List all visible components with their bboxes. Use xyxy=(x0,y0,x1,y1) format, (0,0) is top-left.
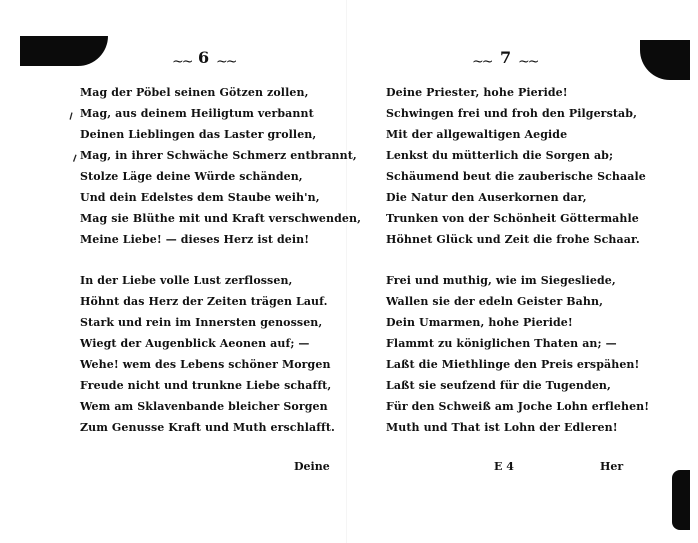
page-header xyxy=(80,48,340,76)
stanza xyxy=(386,82,646,250)
poem-line: Wallen sie der edeln Geister Bahn, xyxy=(386,295,604,308)
ornament-right: ~~ xyxy=(216,54,236,70)
ornament-left: ~~ xyxy=(472,54,492,70)
poem-line: Mag sie Blüthe mit und Kraft verschwenden, xyxy=(80,212,362,225)
catchword: Her xyxy=(600,460,624,473)
poem-line: Lenkst du mütterlich die Sorgen ab; xyxy=(386,149,614,162)
poem-line: Mag der Pöbel seinen Götzen zollen, xyxy=(80,86,309,99)
poem-line: Zum Genusse Kraft und Muth erschlafft. xyxy=(80,421,335,434)
handwritten-margin-mark: ⸝ xyxy=(67,147,81,165)
poem-line: Höhnt das Herz der Zeiten trägen Lauf. xyxy=(80,295,328,308)
page-number: 6 xyxy=(198,48,210,67)
stanza xyxy=(80,270,340,438)
poem-line: In der Liebe volle Lust zerflossen, xyxy=(80,274,293,287)
stanza xyxy=(386,270,650,438)
poem-line: Mag, aus deinem Heiligtum verbannt xyxy=(80,107,314,120)
poem-line: Stolze Läge deine Würde schänden, xyxy=(80,170,303,183)
poem-line: Deine Priester, hohe Pieride! xyxy=(386,86,568,99)
poem-line: Höhnet Glück und Zeit die frohe Schaar. xyxy=(386,233,640,246)
poem-line: Die Natur den Auserkornen dar, xyxy=(386,191,587,204)
poem-line: Frei und muthig, wie im Siegesliede, xyxy=(386,274,616,287)
poem-line: Laßt sie seufzend für die Tugenden, xyxy=(386,379,611,392)
poem-line: Laßt die Miethlinge den Preis erspähen! xyxy=(386,358,640,371)
handwritten-margin-mark: ⸝ xyxy=(62,105,77,123)
poem-line: Mag, in ihrer Schwäche Schmerz entbrannt, xyxy=(80,149,357,162)
ornament-right: ~~ xyxy=(518,54,538,70)
poem-line: Mit der allgewaltigen Aegide xyxy=(386,128,568,141)
ornament-left: ~~ xyxy=(172,54,192,70)
book-spine xyxy=(346,0,347,543)
page-number: 7 xyxy=(500,48,512,67)
poem-line: Schwingen frei und froh den Pilgerstab, xyxy=(386,107,637,120)
right-page xyxy=(386,48,650,438)
poem-line: Wehe! wem des Lebens schöner Morgen xyxy=(80,358,331,371)
poem-line: Für den Schweiß am Joche Lohn erflehen! xyxy=(386,400,650,413)
poem-line: Meine Liebe! — dieses Herz ist dein! xyxy=(80,233,310,246)
page-header xyxy=(386,48,646,76)
catchword: Deine xyxy=(294,460,330,473)
poem-line: Deinen Lieblingen das Laster grollen, xyxy=(80,128,317,141)
poem-line: Stark und rein im Innersten genossen, xyxy=(80,316,323,329)
signature-mark: E 4 xyxy=(494,460,514,473)
poem-line: Dein Umarmen, hohe Pieride! xyxy=(386,316,573,329)
stanza xyxy=(80,82,362,250)
poem-line: Und dein Edelstes dem Staube weih'n, xyxy=(80,191,320,204)
poem-line: Wiegt der Augenblick Aeonen auf; — xyxy=(80,337,310,350)
poem-line: Freude nicht und trunkne Liebe schafft, xyxy=(80,379,332,392)
left-page xyxy=(80,48,362,438)
poem-line: Flammt zu königlichen Thaten an; — xyxy=(386,337,617,350)
poem-line: Trunken von der Schönheit Göttermahle xyxy=(386,212,639,225)
scan-blot-top-right xyxy=(640,40,690,80)
poem-line: Schäumend beut die zauberische Schaale xyxy=(386,170,646,183)
scan-blot-bottom-right xyxy=(672,470,690,530)
poem-line: Wem am Sklavenbande bleicher Sorgen xyxy=(80,400,328,413)
poem-line: Muth und That ist Lohn der Edleren! xyxy=(386,421,618,434)
